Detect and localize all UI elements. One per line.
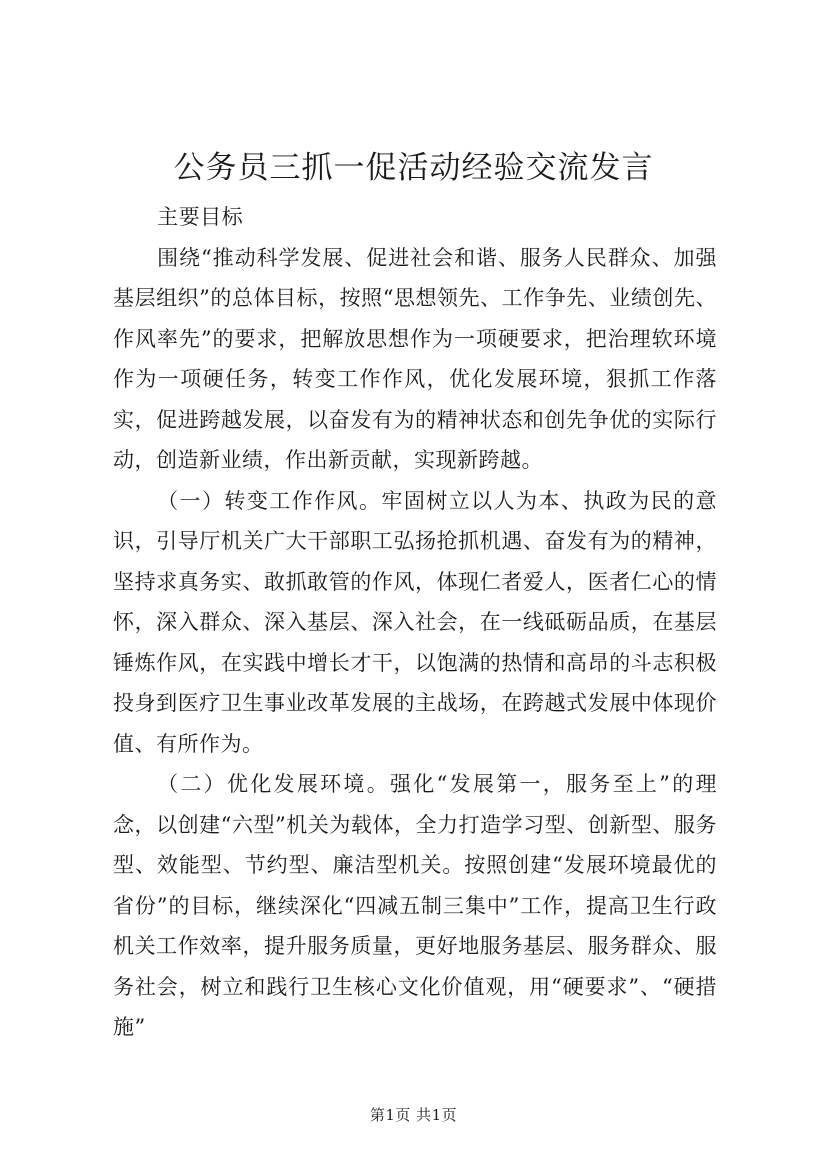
page-number-footer: 第1页 共1页 [369, 1106, 458, 1124]
section-heading: 主要目标 [157, 205, 244, 229]
document-title: 公务员三抓一促活动经验交流发言 [173, 150, 654, 186]
paragraph-overall-goal: 围绕“推动科学发展、促进社会和谐、服务人民群众、加强基层组织”的总体目标，按照“思想领先、工作争先、业绩创先、作风率先”的要求，把解放思想作为一项硬要求，把治理软环境作为一项硬任务，转变工作作风，优化发展环境，狠抓工作落实，促进跨越发展，以奋发有为的精神状态和创先争优的实际行动，创造新业绩，作出新贡献，实现新跨越。 [113, 245, 717, 472]
paragraph-environment: （二）优化发展环境。强化“发展第一，服务至上”的理念，以创建“六型”机关为载体，全力打造学习型、创新型、服务型、效能型、节约型、廉洁型机关。按照创建“发展环境最优的省份”的目标，继续深化“四减五制三集中”工作，提高卫生行政机关工作效率，提升服务质量，更好地服务基层、服务群众、服务社会，树立和践行卫生核心文化价值观，用“硬要求”、“硬措施” [113, 772, 717, 1039]
paragraph-work-style: （一）转变工作作风。牢固树立以人为本、执政为民的意识，引导厅机关广大干部职工弘扬抢抓机遇、奋发有为的精神，坚持求真务实、敢抓敢管的作风，体现仁者爱人，医者仁心的情怀，深入群众、深入基层、深入社会，在一线砥砺品质，在基层锤炼作风，在实践中增长才干，以饱满的热情和高昂的斗志积极投身到医疗卫生事业改革发展的主战场，在跨越式发展中体现价值、有所作为。 [113, 488, 717, 756]
document-body [113, 197, 717, 1048]
